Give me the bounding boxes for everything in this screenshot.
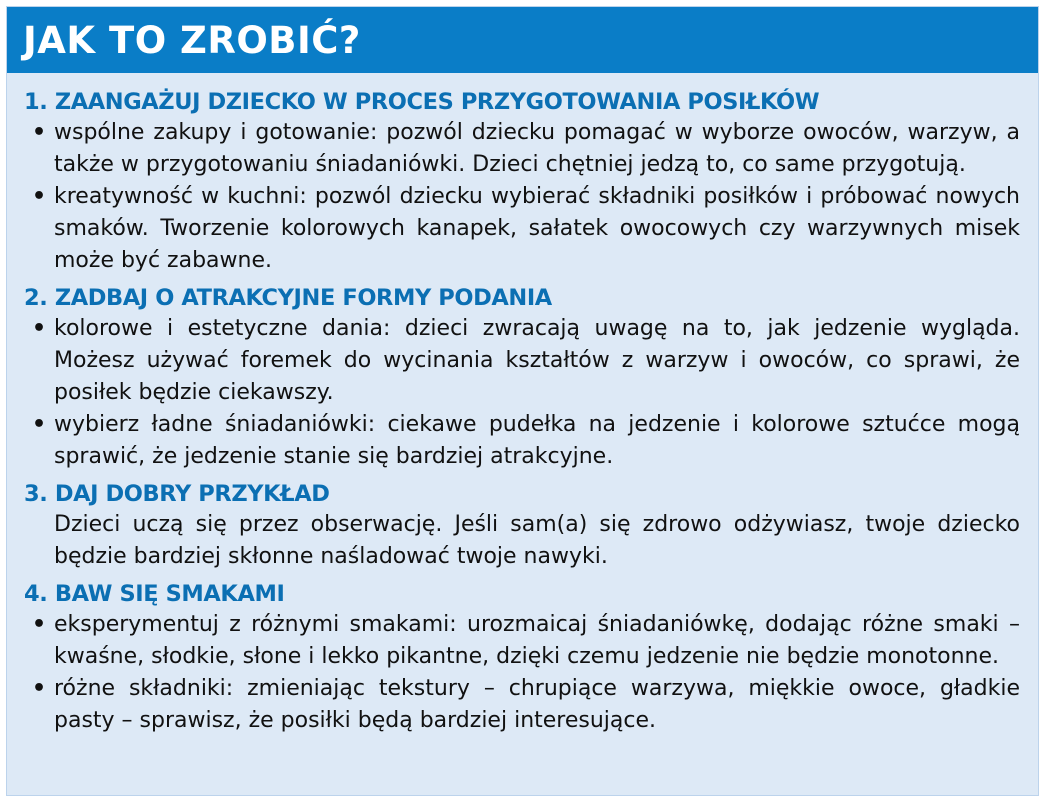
list-item [24,673,1024,737]
bullet-icon: • [31,612,46,637]
bullet-list [24,313,1024,473]
section-2 [24,283,1024,473]
list-item-text: wspólne zakupy i gotowanie: pozwól dziecku pomagać w wyborze owoców, warzyw, a także w przygotowaniu śniadaniówki. Dzieci chętniej jedzą to, co same przygotują. [54,120,1020,177]
bullet-icon: • [31,316,46,341]
info-card [6,6,1039,796]
card-content [7,73,1038,737]
bullet-icon: • [31,120,46,145]
list-item [24,117,1024,181]
list-item [24,609,1024,673]
list-item [24,313,1024,409]
bullet-list [24,117,1024,277]
list-item [24,409,1024,473]
bullet-icon: • [31,676,46,701]
section-heading: 2. ZADBAJ O ATRAKCYJNE FORMY PODANIA [24,285,552,311]
section-1 [24,87,1024,277]
list-item-text: kreatywność w kuchni: pozwól dziecku wybierać składniki posiłków i próbować nowych smaków. Tworzenie kolorowych kanapek, sałatek owocowych czy warzywnych misek może być zabawne. [54,184,1020,273]
page-title: JAK TO ZROBIĆ? [23,18,361,62]
list-item-text: wybierz ładne śniadaniówki: ciekawe pudełka na jedzenie i kolorowe sztućce mogą sprawić, że jedzenie stanie się bardziej atrakcyjne. [54,412,1020,469]
section-heading: 3. DAJ DOBRY PRZYKŁAD [24,481,330,507]
list-item-text: różne składniki: zmieniając tekstury – chrupiące warzywa, miękkie owoce, gładkie pasty – sprawisz, że posiłki będą bardziej interesujące. [54,676,1020,733]
bullet-list [24,609,1024,737]
section-3 [24,479,1024,573]
bullet-icon: • [31,184,46,209]
card-header [7,7,1038,73]
section-heading: 1. ZAANGAŻUJ DZIECKO W PROCES PRZYGOTOWANIA POSIŁKÓW [24,89,820,115]
section-paragraph: Dzieci uczą się przez obserwację. Jeśli sam(a) się zdrowo odżywiasz, twoje dziecko będzie bardziej skłonne naśladować twoje nawyki. [54,512,1020,569]
section-heading: 4. BAW SIĘ SMAKAMI [24,581,285,607]
section-4 [24,579,1024,737]
bullet-icon: • [31,412,46,437]
list-item-text: eksperymentuj z różnymi smakami: urozmaicaj śniadaniówkę, dodając różne smaki – kwaśne, słodkie, słone i lekko pikantne, dzięki czemu jedzenie nie będzie monotonne. [54,612,1020,669]
list-item [24,181,1024,277]
list-item-text: kolorowe i estetyczne dania: dzieci zwracają uwagę na to, jak jedzenie wygląda. Możesz używać foremek do wycinania kształtów z warzyw i owoców, co sprawi, że posiłek będzie ciekawszy. [54,316,1020,405]
